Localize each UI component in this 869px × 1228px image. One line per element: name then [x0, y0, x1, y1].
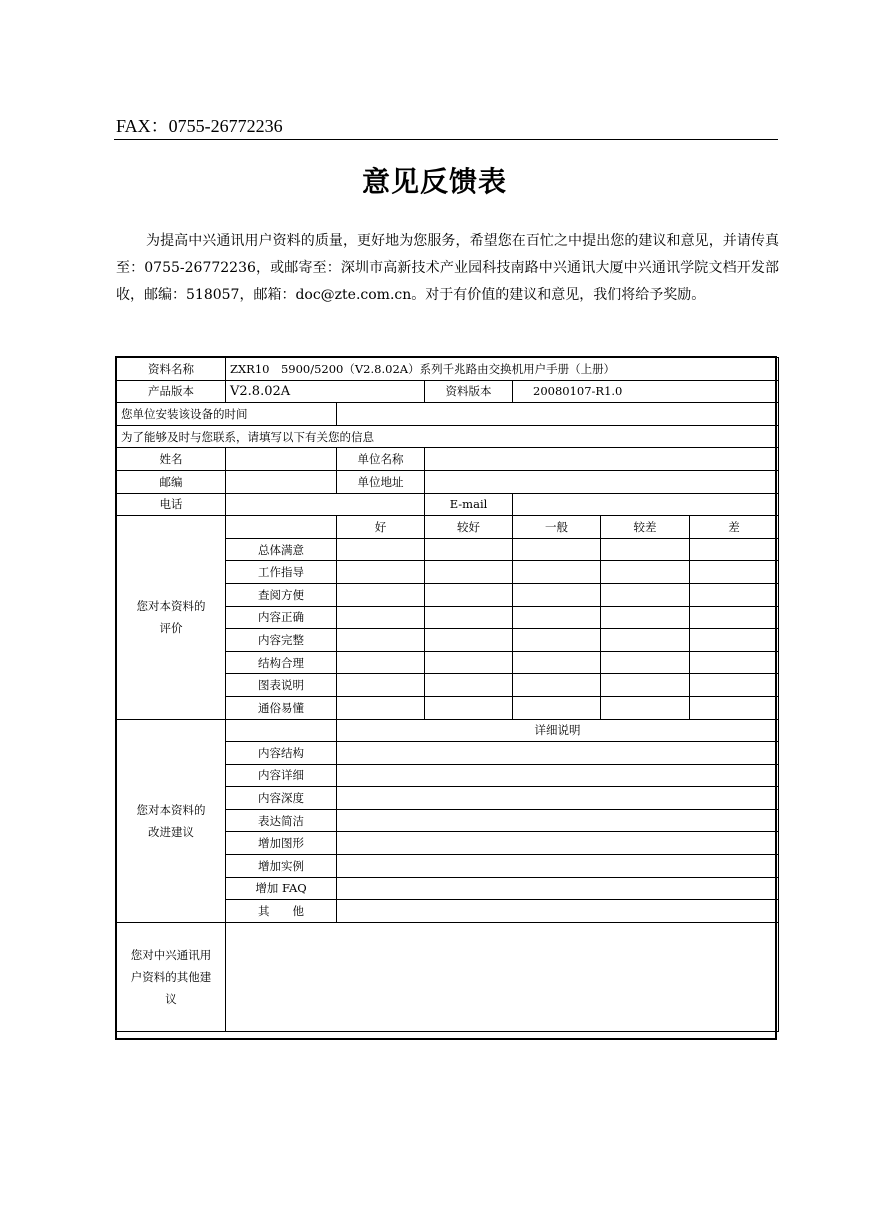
rating-cell[interactable] [513, 674, 601, 697]
rating-cell[interactable] [601, 629, 690, 652]
company-label: 单位名称 [337, 448, 425, 471]
rating-level: 较好 [425, 516, 513, 539]
rating-level: 较差 [601, 516, 690, 539]
detail-header: 详细说明 [337, 719, 779, 742]
rating-cell[interactable] [690, 696, 779, 719]
install-time-label: 您单位安装该设备的时间 [117, 403, 337, 426]
suggest-detail-field[interactable] [337, 900, 779, 923]
suggest-item: 增加实例 [226, 855, 337, 878]
address-field[interactable] [425, 470, 779, 493]
rating-cell[interactable] [425, 583, 513, 606]
suggest-detail-field[interactable] [337, 832, 779, 855]
rating-cell[interactable] [601, 538, 690, 561]
page-title: 意见反馈表 [361, 165, 507, 198]
suggest-item: 内容详细 [226, 764, 337, 787]
postcode-label: 邮编 [117, 470, 226, 493]
other-suggestions-field[interactable] [226, 922, 779, 1031]
rating-cell[interactable] [690, 583, 779, 606]
rating-cell[interactable] [337, 606, 425, 629]
rating-cell[interactable] [425, 538, 513, 561]
suggest-detail-field[interactable] [337, 787, 779, 810]
rating-cell[interactable] [601, 651, 690, 674]
rating-cell[interactable] [513, 651, 601, 674]
doc-version-label: 资料版本 [425, 380, 513, 403]
suggest-item: 增加图形 [226, 832, 337, 855]
suggest-corner [226, 719, 337, 742]
rating-cell[interactable] [601, 606, 690, 629]
rating-cell[interactable] [425, 696, 513, 719]
header-rule [114, 139, 778, 140]
rating-cell[interactable] [690, 606, 779, 629]
rating-cell[interactable] [601, 561, 690, 584]
rating-level: 好 [337, 516, 425, 539]
product-version-label: 产品版本 [117, 380, 226, 403]
postcode-field[interactable] [226, 470, 337, 493]
rating-cell[interactable] [601, 696, 690, 719]
rating-item: 总体满意 [226, 538, 337, 561]
name-field[interactable] [226, 448, 337, 471]
suggest-detail-field[interactable] [337, 877, 779, 900]
fax-number: FAX：0755-26772236 [116, 116, 283, 136]
rating-cell[interactable] [337, 583, 425, 606]
phone-field[interactable] [226, 493, 425, 516]
rating-cell[interactable] [513, 606, 601, 629]
rating-item: 图表说明 [226, 674, 337, 697]
rating-cell[interactable] [425, 629, 513, 652]
rating-level: 一般 [513, 516, 601, 539]
rating-cell[interactable] [337, 538, 425, 561]
rating-cell[interactable] [337, 629, 425, 652]
rating-corner [226, 516, 337, 539]
suggest-detail-field[interactable] [337, 764, 779, 787]
rating-item: 内容正确 [226, 606, 337, 629]
install-time-field[interactable] [337, 403, 779, 426]
rating-cell[interactable] [513, 561, 601, 584]
suggest-item: 内容深度 [226, 787, 337, 810]
rating-cell[interactable] [337, 674, 425, 697]
suggest-item: 表达简洁 [226, 809, 337, 832]
company-field[interactable] [425, 448, 779, 471]
feedback-form-table [116, 357, 779, 1032]
suggest-item: 其 他 [226, 900, 337, 923]
rating-item: 查阅方便 [226, 583, 337, 606]
suggest-detail-field[interactable] [337, 855, 779, 878]
address-label: 单位地址 [337, 470, 425, 493]
rating-cell[interactable] [690, 674, 779, 697]
rating-cell[interactable] [337, 696, 425, 719]
rating-cell[interactable] [425, 674, 513, 697]
phone-label: 电话 [117, 493, 226, 516]
email-label: E-mail [425, 493, 513, 516]
rating-cell[interactable] [513, 629, 601, 652]
rating-cell[interactable] [601, 583, 690, 606]
rating-cell[interactable] [690, 629, 779, 652]
suggest-detail-field[interactable] [337, 742, 779, 765]
suggest-item: 增加 FAQ [226, 877, 337, 900]
rating-cell[interactable] [690, 561, 779, 584]
rating-cell[interactable] [601, 674, 690, 697]
rating-item: 工作指导 [226, 561, 337, 584]
contact-note: 为了能够及时与您联系，请填写以下有关您的信息 [117, 425, 779, 448]
suggest-section-label: 您对本资料的改进建议 [117, 719, 226, 922]
rating-item: 通俗易懂 [226, 696, 337, 719]
rating-cell[interactable] [513, 538, 601, 561]
rating-item: 内容完整 [226, 629, 337, 652]
doc-name-label: 资料名称 [117, 358, 226, 381]
rating-cell[interactable] [337, 651, 425, 674]
rating-item: 结构合理 [226, 651, 337, 674]
rating-cell[interactable] [690, 538, 779, 561]
rating-cell[interactable] [337, 561, 425, 584]
rating-section-label: 您对本资料的评价 [117, 516, 226, 719]
doc-version-value: 20080107-R1.0 [513, 380, 779, 403]
rating-cell[interactable] [513, 583, 601, 606]
suggest-detail-field[interactable] [337, 809, 779, 832]
rating-level: 差 [690, 516, 779, 539]
rating-cell[interactable] [425, 561, 513, 584]
email-field[interactable] [513, 493, 779, 516]
rating-cell[interactable] [425, 651, 513, 674]
rating-cell[interactable] [690, 651, 779, 674]
suggest-item: 内容结构 [226, 742, 337, 765]
doc-name-value: ZXR10 5900/5200（V2.8.02A）系列千兆路由交换机用户手册（上册） [226, 358, 779, 381]
name-label: 姓名 [117, 448, 226, 471]
product-version-value: V2.8.02A [226, 380, 425, 403]
other-section-label: 您对中兴通讯用户资料的其他建议 [117, 922, 226, 1031]
rating-cell[interactable] [425, 606, 513, 629]
rating-cell[interactable] [513, 696, 601, 719]
intro-paragraph: 为提高中兴通讯用户资料的质量，更好地为您服务，希望您在百忙之中提出您的建议和意见，并请传真至：0755-26772236，或邮寄至：深圳市高新技术产业园科技南路中兴通讯大厦中兴通讯学院文档开发部收，邮编：518057，邮箱：doc@zte.com.cn。对于有价值的建议和意见，我们将给予奖励。 [116, 233, 779, 303]
